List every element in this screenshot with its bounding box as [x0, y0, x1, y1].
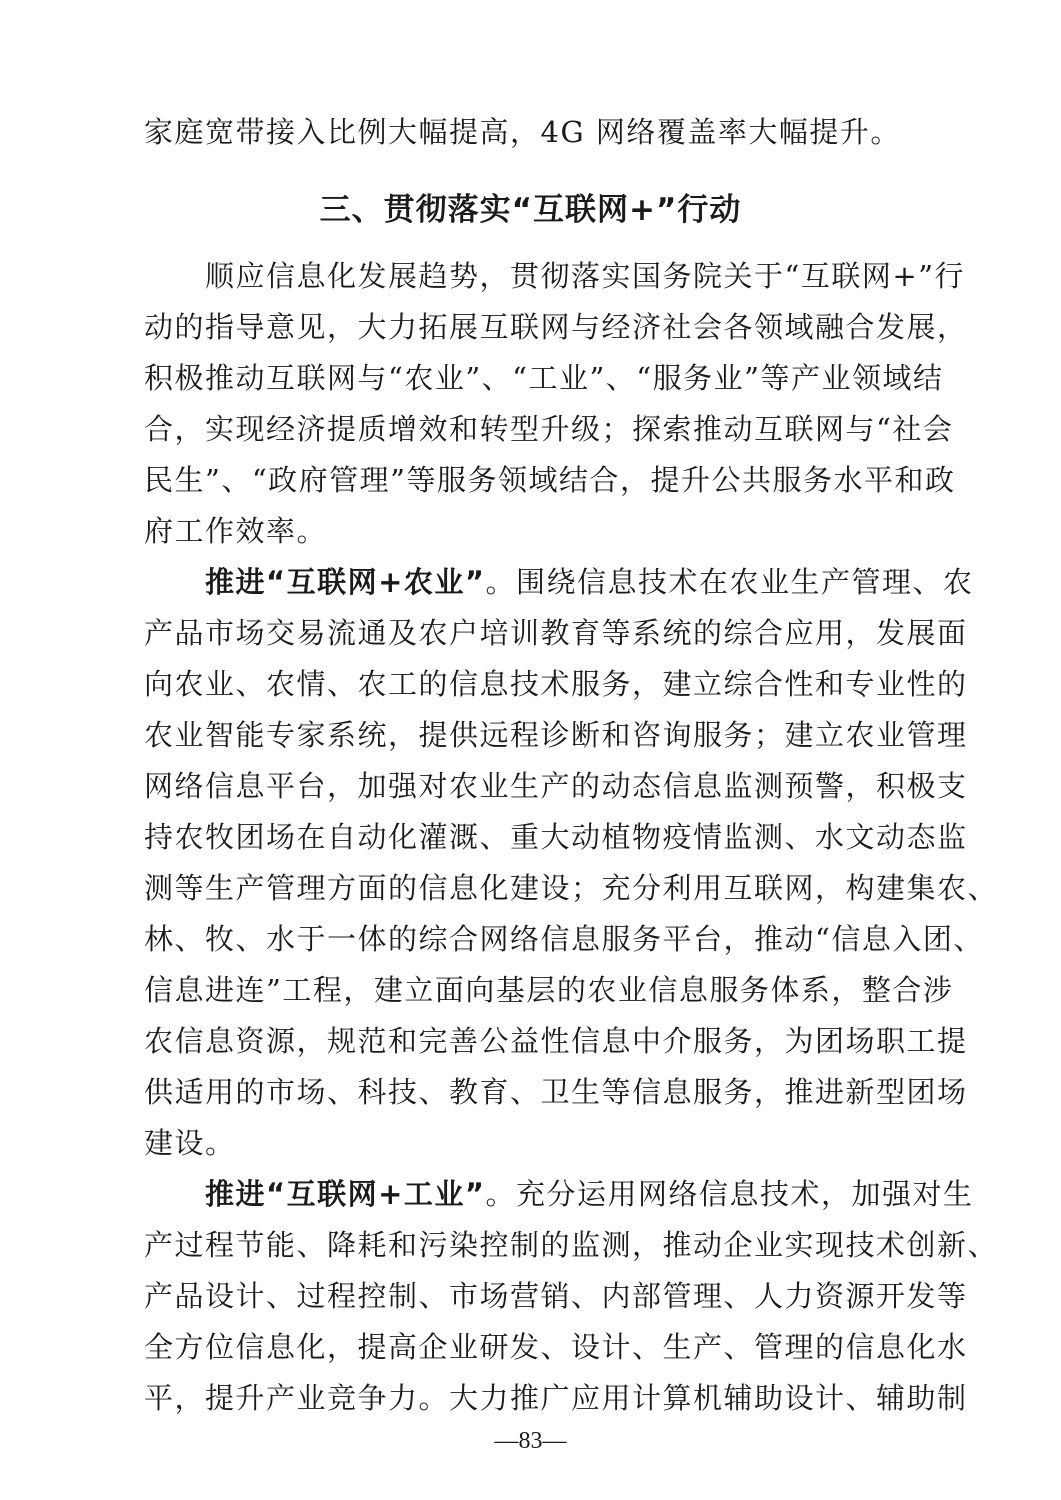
paragraph-line: 产品市场交易流通及农户培训教育等系统的综合应用，发展面: [144, 616, 968, 650]
page-number: —83—: [494, 1428, 567, 1454]
paragraph-line: 合，实现经济提质增效和转型升级；探索推动互联网与“社会: [144, 412, 954, 446]
paragraph-first-line: [144, 1174, 974, 1214]
paragraph-first-line-rest: 。充分运用网络信息技术，加强对生: [485, 1177, 974, 1211]
paragraph-first-line: [144, 562, 974, 602]
paragraph-line: 积极推动互联网与“农业”、“工业”、“服务业”等产业领域结: [144, 361, 944, 395]
paragraph-line: 农信息资源，规范和完善公益性信息中介服务，为团场职工提: [144, 1024, 968, 1058]
paragraph-line: 动的指导意见，大力拓展互联网与经济社会各领域融合发展，: [144, 310, 968, 344]
paragraph-first-line-rest: 。围绕信息技术在农业生产管理、农: [485, 565, 974, 599]
intro-line: 家庭宽带接入比例大幅提高，4G 网络覆盖率大幅提升。: [144, 115, 901, 149]
paragraph-line: 产过程节能、降耗和污染控制的监测，推动企业实现技术创新、: [144, 1228, 999, 1262]
paragraph-line: 产品设计、过程控制、市场营销、内部管理、人力资源开发等: [144, 1279, 968, 1313]
paragraph-line: 信息进连”工程，建立面向基层的农业信息服务体系，整合涉: [144, 973, 954, 1007]
paragraph-line: 平，提升产业竞争力。大力推广应用计算机辅助设计、辅助制: [144, 1381, 968, 1415]
paragraph-line: 府工作效率。: [144, 514, 328, 548]
paragraph-line: 持农牧团场在自动化灌溉、重大动植物疫情监测、水文动态监: [144, 820, 968, 854]
paragraph-lead-industry: 推进“互联网+工业”: [205, 1177, 486, 1211]
paragraph-line: 网络信息平台，加强对农业生产的动态信息监测预警，积极支: [144, 769, 968, 803]
paragraph-line: 供适用的市场、科技、教育、卫生等信息服务，推进新型团场: [144, 1075, 968, 1109]
paragraph-line: 农业智能专家系统，提供远程诊断和咨询服务；建立农业管理: [144, 718, 968, 752]
paragraph-line: 全方位信息化，提高企业研发、设计、生产、管理的信息化水: [144, 1330, 968, 1364]
paragraph-line: 建设。: [144, 1126, 236, 1160]
paragraph-line: 林、牧、水于一体的综合网络信息服务平台，推动“信息入团、: [144, 922, 984, 956]
paragraph-line: 向农业、农情、农工的信息技术服务，建立综合性和专业性的: [144, 667, 968, 701]
paragraph-line: 顺应信息化发展趋势，贯彻落实国务院关于“互联网+”行: [144, 259, 965, 293]
paragraph-line: 测等生产管理方面的信息化建设；充分利用互联网，构建集农、: [144, 871, 999, 905]
section-heading: 三、贯彻落实“互联网+”行动: [319, 192, 742, 228]
paragraph-line: 民生”、“政府管理”等服务领域结合，提升公共服务水平和政: [144, 463, 956, 497]
paragraph-lead-agriculture: 推进“互联网+农业”: [205, 565, 486, 599]
